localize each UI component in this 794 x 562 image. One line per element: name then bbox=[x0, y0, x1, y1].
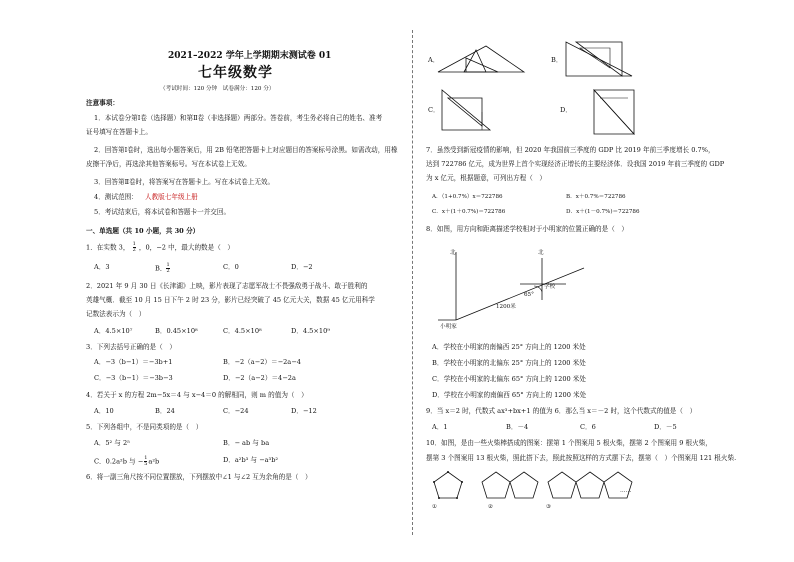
option-b[interactable]: B．－4 bbox=[506, 423, 529, 431]
question-7-line: 7．虽然受到新冠疫情的影响，但 2020 年我国前三季度的 GDP 比 2019 年前三季度增长 0.7%， bbox=[426, 146, 715, 154]
option-d[interactable]: D．－5 bbox=[654, 423, 677, 431]
fraction-denominator: 2 bbox=[166, 268, 170, 274]
note-line: 3．回答第Ⅱ卷时，将答案写在答题卡上。写在本试卷上无效。 bbox=[94, 178, 275, 186]
column-separator bbox=[412, 30, 413, 535]
fraction-half bbox=[133, 242, 136, 253]
question-1 bbox=[86, 242, 234, 253]
angle-label: 65° bbox=[524, 292, 534, 298]
option-c[interactable]: C．−3（b−1）＝−3b−3 bbox=[94, 374, 173, 382]
option-c[interactable]: C．x＋(1＋0.7%)＝722786 bbox=[432, 209, 506, 215]
option-a[interactable]: A．4.5×10⁷ bbox=[94, 327, 133, 335]
option-a[interactable]: A．1 bbox=[432, 423, 448, 431]
option-c[interactable]: C．−24 bbox=[223, 407, 249, 415]
option-c[interactable]: C．6 bbox=[580, 423, 596, 431]
exam-title: 2021–2022 学年上学期期末测试卷 01 bbox=[168, 51, 332, 61]
question-5-stem: 5．下列各组中，不是同类项的是（ ） bbox=[86, 423, 203, 431]
north-label: 北 bbox=[450, 250, 456, 256]
exam-meta: （考试时间：120 分钟 试卷满分：120 分） bbox=[160, 86, 275, 92]
option-b-label: B． bbox=[155, 264, 167, 273]
option-a[interactable]: A．（1+0.7%）x＝722786 bbox=[432, 194, 503, 200]
option-b[interactable]: B．0.45×10⁸ bbox=[155, 327, 198, 335]
option-b[interactable]: B． bbox=[551, 56, 563, 64]
option-a[interactable]: A．5² 与 2⁵ bbox=[94, 439, 130, 447]
option-b[interactable] bbox=[155, 263, 170, 274]
distance-label: 1200米 bbox=[496, 304, 516, 310]
note-line: 2．回答第Ⅰ卷时，选出每小题答案后，用 2B 铅笔把答题卡上对应题目的答案标号涂黑。如需改动，用橡 bbox=[94, 146, 398, 154]
pattern-ellipsis: …… bbox=[620, 488, 632, 494]
option-d[interactable]: D．x＋(1－0.7%)＝722786 bbox=[566, 209, 640, 215]
option-c[interactable]: C．4.5×10⁸ bbox=[223, 327, 262, 335]
option-d[interactable]: D．4.5×10⁹ bbox=[291, 327, 330, 335]
pattern-label-3: ③ bbox=[546, 504, 552, 510]
fraction-numerator: 1 bbox=[166, 262, 170, 268]
test-scope: 人教版七年级上册 bbox=[145, 193, 198, 201]
direction-diagram bbox=[436, 240, 586, 335]
question-6-stem: 6．将一副三角尺按不同位置摆放，下列摆放中∠1 与∠2 互为余角的是（ ） bbox=[86, 473, 312, 481]
option-b[interactable]: B．24 bbox=[155, 407, 175, 415]
option-a[interactable]: A． bbox=[428, 56, 440, 64]
question-1-stem-end: ，0，−2 中，最大的数是（ ） bbox=[138, 243, 235, 252]
fraction-denominator: 5 bbox=[144, 461, 148, 467]
matchstick-pattern-figure bbox=[430, 468, 630, 516]
option-c[interactable]: C．0 bbox=[223, 263, 239, 271]
set-square-figure-c bbox=[438, 86, 496, 132]
option-a[interactable]: A．学校在小明家的南偏西 25° 方向上的 1200 米处 bbox=[432, 343, 586, 351]
note-line: 4．测试范围： bbox=[94, 193, 138, 201]
option-d[interactable]: D． bbox=[560, 106, 572, 114]
north-label: 北 bbox=[538, 250, 544, 256]
option-c[interactable]: C．学校在小明家的北偏东 65° 方向上的 1200 米处 bbox=[432, 375, 586, 383]
option-c-label: C．0.2a²b 与 − bbox=[94, 457, 144, 466]
option-c[interactable]: C． bbox=[428, 106, 440, 114]
question-9-stem: 9．当 x＝2 时，代数式 ax³+bx+1 的值为 6．那么当 x＝－2 时，这个代数式的值是（ ） bbox=[426, 407, 697, 415]
option-a[interactable]: A．10 bbox=[94, 407, 114, 415]
option-b[interactable]: B．− ab 与 ba bbox=[223, 439, 270, 447]
home-label: 小明家 bbox=[440, 324, 457, 330]
note-line: 5．考试结束后，将本试卷和答题卡一并交回。 bbox=[94, 208, 231, 216]
question-7-line: 达到 722786 亿元，成为世界上首个实现经济正增长的主要经济体．设我国 2019 年前三季度的 GDP bbox=[426, 160, 725, 168]
note-line: 证号填写在答题卡上。 bbox=[86, 128, 152, 136]
option-d[interactable]: D．−2 bbox=[291, 263, 313, 271]
fraction-numerator: 1 bbox=[132, 241, 136, 247]
option-d[interactable]: D．学校在小明家的南偏西 65° 方向上的 1200 米处 bbox=[432, 391, 587, 399]
question-10-line: 摆第 3 个图案用 13 根火柴，照此搭下去，照此按照这样的方式摆下去，摆第（ ）个图案用 121 根火柴. bbox=[426, 454, 737, 462]
set-square-figure-d bbox=[590, 86, 636, 136]
section-heading: 一、单选题（共 10 小题，共 30 分） bbox=[86, 227, 200, 235]
question-2-line: 记数法表示为（ ） bbox=[86, 310, 146, 318]
question-8-stem: 8．如图，用方向和距离描述学校相对于小明家的位置正确的是（ ） bbox=[426, 225, 629, 233]
option-d[interactable]: D．−2（a−2）＝4−2a bbox=[223, 374, 296, 382]
option-d[interactable]: D．a²b³ 与 −a³b² bbox=[223, 456, 279, 464]
set-square-figure-b bbox=[562, 38, 634, 78]
option-d[interactable]: D．−12 bbox=[291, 407, 317, 415]
question-1-stem: 1．在实数 3， bbox=[86, 243, 130, 252]
question-2-line: 2．2021 年 9 月 30 日《长津湖》上映，影片表现了志愿军战士不畏强敌勇于战斗、敢于胜利的 bbox=[86, 282, 368, 290]
notes-heading: 注意事项： bbox=[86, 99, 119, 107]
option-b[interactable]: B．学校在小明家的北偏东 25° 方向上的 1200 米处 bbox=[432, 359, 586, 367]
fraction-denominator: 2 bbox=[132, 247, 136, 253]
question-4-stem: 4．若关于 x 的方程 2m−5x＝4 与 x−4＝0 的解相同，则 m 的值为（ ） bbox=[86, 391, 308, 399]
question-3-stem: 3．下列去括号正确的是（ ） bbox=[86, 343, 176, 351]
option-a[interactable]: A．3 bbox=[94, 263, 110, 271]
pattern-label-1: ① bbox=[432, 504, 438, 510]
exam-subject: 七年级数学 bbox=[198, 65, 273, 81]
option-c[interactable] bbox=[94, 456, 159, 467]
option-b[interactable]: B．x＋0.7%＝722786 bbox=[566, 194, 626, 200]
option-c-tail: a²b bbox=[148, 457, 160, 466]
set-square-figure-a bbox=[436, 44, 526, 76]
question-7-line: 为 x 亿元，根据题意，可列出方程（ ） bbox=[426, 174, 547, 182]
option-a[interactable]: A．−3（b−1）＝−3b+1 bbox=[94, 358, 173, 366]
pattern-label-2: ② bbox=[488, 504, 494, 510]
note-line: 1．本试卷分第Ⅰ卷（选择题）和第Ⅱ卷（非选择题）两部分。答卷前，考生务必将自己的姓名、准考 bbox=[94, 114, 383, 122]
option-b[interactable]: B．−2（a−2）＝−2a−4 bbox=[223, 358, 301, 366]
school-label: 学校 bbox=[544, 284, 556, 290]
note-line: 皮擦干净后，再选涂其他答案标号。写在本试卷上无效。 bbox=[86, 160, 251, 168]
question-2-line: 英雄气概．截至 10 月 15 日下午 2 时 23 分，影片已经突破了 45 亿元大关，数据 45 亿元用科学 bbox=[86, 296, 375, 304]
fraction-numerator: 1 bbox=[144, 455, 148, 461]
question-10-line: 10．如图，是由一些火柴棒搭成的图案：摆第 1 个图案用 5 根火柴，摆第 2 个图案用 9 根火柴， bbox=[426, 439, 712, 447]
